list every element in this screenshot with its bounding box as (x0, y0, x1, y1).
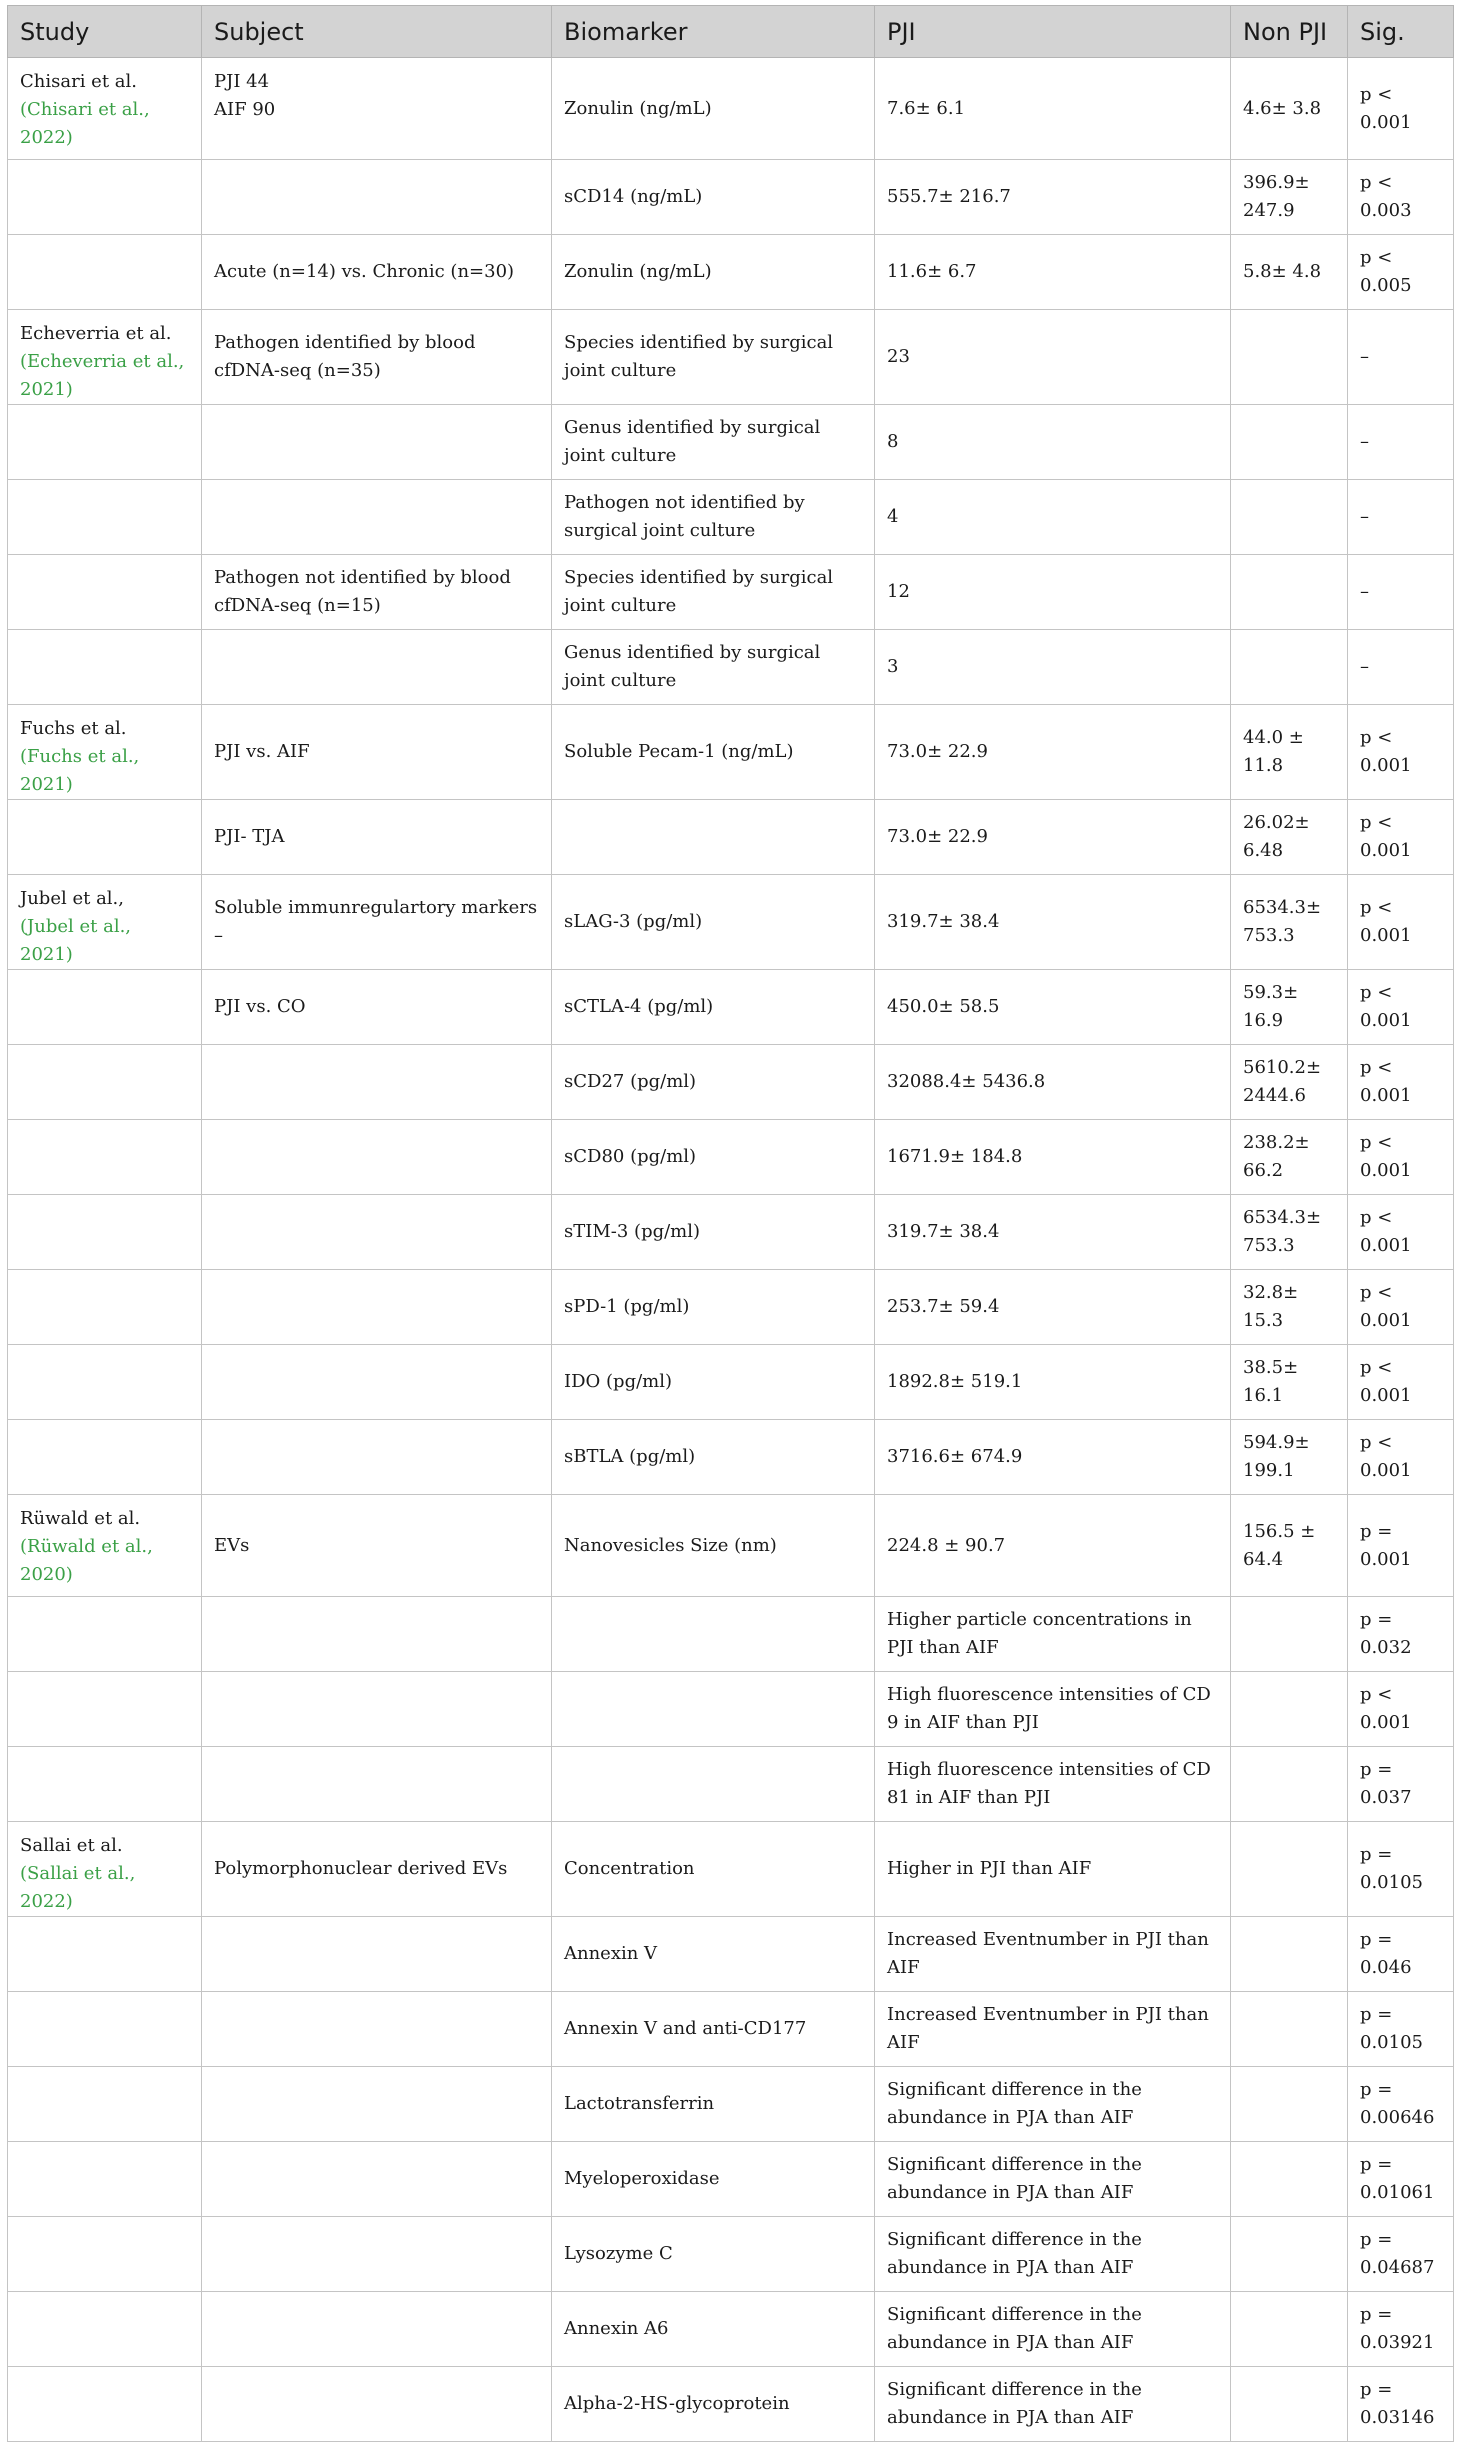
cell-non-pji (1231, 1992, 1348, 2067)
cell-subject (202, 630, 552, 705)
cell-pji: 450.0± 58.5 (875, 970, 1231, 1045)
cell-study (8, 310, 202, 405)
cell-non-pji: 396.9± 247.9 (1231, 160, 1348, 235)
cell-non-pji: 32.8± 15.3 (1231, 1270, 1348, 1345)
header-pji: PJI (875, 6, 1231, 58)
cell-pji: 12 (875, 555, 1231, 630)
cell-study (8, 1420, 202, 1495)
cell-sig: p < 0.003 (1348, 160, 1454, 235)
cell-subject: Pathogen not identified by blood cfDNA-seq (n=15) (202, 555, 552, 630)
cell-study (8, 800, 202, 875)
cell-sig: p < 0.001 (1348, 58, 1454, 160)
cell-subject: Pathogen identified by blood cfDNA-seq (n=35) (202, 310, 552, 405)
cell-pji: 8 (875, 405, 1231, 480)
cell-pji: 319.7± 38.4 (875, 1195, 1231, 1270)
cell-subject (202, 2217, 552, 2292)
cell-subject: EVs (202, 1495, 552, 1597)
cell-study (8, 555, 202, 630)
cell-biomarker (552, 800, 875, 875)
cell-biomarker: Concentration (552, 1822, 875, 1917)
cell-pji: Significant difference in the abundance in PJA than AIF (875, 2367, 1231, 2442)
cell-study (8, 630, 202, 705)
table-row (8, 2367, 1454, 2442)
cell-pji: 7.6± 6.1 (875, 58, 1231, 160)
cell-subject: PJI- TJA (202, 800, 552, 875)
cell-pji: Significant difference in the abundance in PJA than AIF (875, 2292, 1231, 2367)
cell-biomarker: Soluble Pecam-1 (ng/mL) (552, 705, 875, 800)
cell-non-pji: 4.6± 3.8 (1231, 58, 1348, 160)
header-biomarker: Biomarker (552, 6, 875, 58)
cell-biomarker: Annexin V (552, 1917, 875, 1992)
cell-biomarker (552, 1672, 875, 1747)
cell-subject (202, 1045, 552, 1120)
cell-sig: – (1348, 405, 1454, 480)
cell-study (8, 1195, 202, 1270)
cell-pji: Higher in PJI than AIF (875, 1822, 1231, 1917)
cell-biomarker: Lysozyme C (552, 2217, 875, 2292)
cell-biomarker: Zonulin (ng/mL) (552, 58, 875, 160)
cell-sig: p < 0.001 (1348, 1270, 1454, 1345)
cell-non-pji: 238.2± 66.2 (1231, 1120, 1348, 1195)
cell-subject (202, 1420, 552, 1495)
cell-sig: p < 0.001 (1348, 1672, 1454, 1747)
cell-study (8, 875, 202, 970)
cell-non-pji (1231, 2292, 1348, 2367)
study-name: Fuchs et al. (20, 718, 127, 739)
cell-sig: p = 0.00646 (1348, 2067, 1454, 2142)
cell-biomarker: Lactotransferrin (552, 2067, 875, 2142)
table-row (8, 875, 1454, 970)
cell-biomarker: sPD-1 (pg/ml) (552, 1270, 875, 1345)
cell-sig: p < 0.001 (1348, 1120, 1454, 1195)
cell-sig: p = 0.03146 (1348, 2367, 1454, 2442)
cell-study (8, 705, 202, 800)
cell-pji: 253.7± 59.4 (875, 1270, 1231, 1345)
cell-biomarker (552, 1747, 875, 1822)
cell-sig: – (1348, 555, 1454, 630)
cell-subject (202, 2142, 552, 2217)
table-row (8, 480, 1454, 555)
cell-pji: 32088.4± 5436.8 (875, 1045, 1231, 1120)
cell-biomarker (552, 1597, 875, 1672)
study-name: Sallai et al. (20, 1835, 123, 1856)
cell-pji: Significant difference in the abundance in PJA than AIF (875, 2217, 1231, 2292)
cell-biomarker: Genus identified by surgical joint culture (552, 630, 875, 705)
cell-sig: p = 0.037 (1348, 1747, 1454, 1822)
header-row (8, 6, 1454, 58)
study-citation-link[interactable]: (Fuchs et al., 2021) (20, 746, 140, 795)
cell-sig: p = 0.001 (1348, 1495, 1454, 1597)
cell-non-pji (1231, 630, 1348, 705)
cell-sig: p = 0.046 (1348, 1917, 1454, 1992)
cell-subject (202, 58, 552, 160)
header-subject: Subject (202, 6, 552, 58)
cell-subject (202, 1195, 552, 1270)
cell-non-pji (1231, 1822, 1348, 1917)
cell-subject: Soluble immunregulartory markers – (202, 875, 552, 970)
study-name: Chisari et al. (20, 71, 137, 92)
table-row (8, 1495, 1454, 1597)
cell-study (8, 1120, 202, 1195)
cell-non-pji (1231, 1672, 1348, 1747)
cell-non-pji: 26.02± 6.48 (1231, 800, 1348, 875)
cell-study (8, 1672, 202, 1747)
cell-pji: 73.0± 22.9 (875, 705, 1231, 800)
cell-study (8, 1495, 202, 1597)
cell-pji: 3716.6± 674.9 (875, 1420, 1231, 1495)
cell-biomarker: sCD27 (pg/ml) (552, 1045, 875, 1120)
cell-subject (202, 2067, 552, 2142)
cell-biomarker: sCD14 (ng/mL) (552, 160, 875, 235)
cell-non-pji (1231, 480, 1348, 555)
table-row (8, 160, 1454, 235)
cell-study (8, 1270, 202, 1345)
cell-biomarker: Species identified by surgical joint culture (552, 310, 875, 405)
cell-sig: p < 0.001 (1348, 1345, 1454, 1420)
table-row (8, 2292, 1454, 2367)
cell-sig: p < 0.001 (1348, 1420, 1454, 1495)
cell-study (8, 2142, 202, 2217)
cell-non-pji: 5.8± 4.8 (1231, 235, 1348, 310)
cell-subject: Polymorphonuclear derived EVs (202, 1822, 552, 1917)
cell-non-pji (1231, 1597, 1348, 1672)
study-citation-link[interactable]: (Echeverria et al., 2021) (20, 351, 185, 400)
table-row (8, 630, 1454, 705)
cell-biomarker: sCTLA-4 (pg/ml) (552, 970, 875, 1045)
cell-pji: High fluorescence intensities of CD 81 in AIF than PJI (875, 1747, 1231, 1822)
table-row (8, 1597, 1454, 1672)
cell-pji: Increased Eventnumber in PJI than AIF (875, 1992, 1231, 2067)
cell-sig: p = 0.0105 (1348, 1992, 1454, 2067)
table-row (8, 2067, 1454, 2142)
table-row (8, 1822, 1454, 1917)
cell-sig: p = 0.03921 (1348, 2292, 1454, 2367)
cell-biomarker: Myeloperoxidase (552, 2142, 875, 2217)
cell-study (8, 1747, 202, 1822)
cell-biomarker: sBTLA (pg/ml) (552, 1420, 875, 1495)
cell-sig: p < 0.005 (1348, 235, 1454, 310)
cell-sig: p = 0.032 (1348, 1597, 1454, 1672)
table-row (8, 800, 1454, 875)
cell-study (8, 160, 202, 235)
cell-sig: – (1348, 310, 1454, 405)
cell-sig: p < 0.001 (1348, 1195, 1454, 1270)
cell-pji: Higher particle concentrations in PJI than AIF (875, 1597, 1231, 1672)
cell-study (8, 1917, 202, 1992)
cell-study (8, 1992, 202, 2067)
cell-pji: 23 (875, 310, 1231, 405)
cell-sig: p < 0.001 (1348, 970, 1454, 1045)
cell-study (8, 2067, 202, 2142)
cell-non-pji: 156.5 ± 64.4 (1231, 1495, 1348, 1597)
cell-sig: p < 0.001 (1348, 705, 1454, 800)
cell-study (8, 235, 202, 310)
study-name: Echeverria et al. (20, 323, 172, 344)
table-row (8, 1345, 1454, 1420)
table-row (8, 310, 1454, 405)
cell-non-pji (1231, 310, 1348, 405)
cell-sig: p < 0.001 (1348, 875, 1454, 970)
subject-line: AIF 90 (214, 99, 276, 120)
cell-subject: Acute (n=14) vs. Chronic (n=30) (202, 235, 552, 310)
table-row (8, 555, 1454, 630)
cell-subject (202, 1270, 552, 1345)
cell-study (8, 1822, 202, 1917)
cell-biomarker: Species identified by surgical joint culture (552, 555, 875, 630)
cell-non-pji (1231, 1747, 1348, 1822)
cell-non-pji (1231, 2142, 1348, 2217)
cell-subject (202, 1597, 552, 1672)
cell-pji: Significant difference in the abundance in PJA than AIF (875, 2067, 1231, 2142)
cell-subject (202, 1345, 552, 1420)
cell-biomarker: Annexin V and anti-CD177 (552, 1992, 875, 2067)
cell-pji: High fluorescence intensities of CD 9 in AIF than PJI (875, 1672, 1231, 1747)
cell-subject (202, 405, 552, 480)
cell-subject (202, 1747, 552, 1822)
study-name: Rüwald et al. (20, 1508, 141, 1529)
cell-pji: 73.0± 22.9 (875, 800, 1231, 875)
cell-subject (202, 2292, 552, 2367)
cell-non-pji: 59.3± 16.9 (1231, 970, 1348, 1045)
cell-sig: p < 0.001 (1348, 800, 1454, 875)
cell-study (8, 58, 202, 160)
cell-study (8, 970, 202, 1045)
cell-sig: – (1348, 630, 1454, 705)
cell-subject (202, 480, 552, 555)
header-sig: Sig. (1348, 6, 1454, 58)
study-citation-link[interactable]: (Sallai et al., 2022) (20, 1863, 136, 1912)
cell-biomarker: Zonulin (ng/mL) (552, 235, 875, 310)
cell-subject (202, 1917, 552, 1992)
cell-non-pji (1231, 2217, 1348, 2292)
cell-study (8, 1045, 202, 1120)
table-row (8, 1747, 1454, 1822)
cell-subject (202, 1120, 552, 1195)
subject-line: PJI 44 (214, 71, 270, 92)
cell-pji: Increased Eventnumber in PJI than AIF (875, 1917, 1231, 1992)
cell-biomarker: sTIM-3 (pg/ml) (552, 1195, 875, 1270)
table-row (8, 1120, 1454, 1195)
table-row (8, 2217, 1454, 2292)
table-row (8, 705, 1454, 800)
cell-non-pji (1231, 405, 1348, 480)
cell-non-pji: 5610.2± 2444.6 (1231, 1045, 1348, 1120)
header-study: Study (8, 6, 202, 58)
study-citation-link[interactable]: (Rüwald et al., 2020) (20, 1536, 153, 1585)
cell-subject (202, 160, 552, 235)
cell-sig: – (1348, 480, 1454, 555)
cell-subject (202, 1672, 552, 1747)
cell-non-pji (1231, 1917, 1348, 1992)
cell-pji: Significant difference in the abundance in PJA than AIF (875, 2142, 1231, 2217)
cell-subject (202, 1992, 552, 2067)
cell-pji: 3 (875, 630, 1231, 705)
biomarker-table (7, 5, 1454, 2442)
study-citation-link[interactable]: (Jubel et al., 2021) (20, 916, 132, 965)
table-row (8, 58, 1454, 160)
cell-pji: 1892.8± 519.1 (875, 1345, 1231, 1420)
cell-non-pji (1231, 2367, 1348, 2442)
table-row (8, 1992, 1454, 2067)
cell-pji: 4 (875, 480, 1231, 555)
table-row (8, 1195, 1454, 1270)
table-row (8, 2142, 1454, 2217)
cell-non-pji (1231, 555, 1348, 630)
table-row (8, 1917, 1454, 1992)
cell-study (8, 2292, 202, 2367)
cell-biomarker: Pathogen not identified by surgical joint culture (552, 480, 875, 555)
cell-non-pji (1231, 2067, 1348, 2142)
cell-pji: 555.7± 216.7 (875, 160, 1231, 235)
header-non-pji: Non PJI (1231, 6, 1348, 58)
table-row (8, 405, 1454, 480)
cell-pji: 1671.9± 184.8 (875, 1120, 1231, 1195)
cell-subject: PJI vs. AIF (202, 705, 552, 800)
table-row (8, 970, 1454, 1045)
cell-subject: PJI vs. CO (202, 970, 552, 1045)
cell-study (8, 480, 202, 555)
cell-study (8, 1597, 202, 1672)
cell-study (8, 1345, 202, 1420)
cell-study (8, 405, 202, 480)
cell-sig: p = 0.01061 (1348, 2142, 1454, 2217)
cell-pji: 224.8 ± 90.7 (875, 1495, 1231, 1597)
table-row (8, 1270, 1454, 1345)
table-row (8, 1045, 1454, 1120)
cell-non-pji: 6534.3± 753.3 (1231, 1195, 1348, 1270)
cell-non-pji: 6534.3± 753.3 (1231, 875, 1348, 970)
cell-non-pji: 44.0 ± 11.8 (1231, 705, 1348, 800)
cell-biomarker: sLAG-3 (pg/ml) (552, 875, 875, 970)
study-citation-link[interactable]: (Chisari et al., 2022) (20, 99, 150, 148)
study-name: Jubel et al., (20, 888, 125, 909)
cell-study (8, 2367, 202, 2442)
cell-biomarker: Nanovesicles Size (nm) (552, 1495, 875, 1597)
cell-study (8, 2217, 202, 2292)
table-row (8, 1672, 1454, 1747)
table-row (8, 235, 1454, 310)
cell-sig: p = 0.04687 (1348, 2217, 1454, 2292)
cell-biomarker: Genus identified by surgical joint culture (552, 405, 875, 480)
cell-biomarker: Alpha-2-HS-glycoprotein (552, 2367, 875, 2442)
table-row (8, 1420, 1454, 1495)
cell-biomarker: IDO (pg/ml) (552, 1345, 875, 1420)
cell-sig: p = 0.0105 (1348, 1822, 1454, 1917)
cell-sig: p < 0.001 (1348, 1045, 1454, 1120)
cell-pji: 319.7± 38.4 (875, 875, 1231, 970)
table-container (7, 5, 1454, 2442)
cell-subject (202, 2367, 552, 2442)
cell-non-pji: 594.9± 199.1 (1231, 1420, 1348, 1495)
cell-biomarker: sCD80 (pg/ml) (552, 1120, 875, 1195)
cell-pji: 11.6± 6.7 (875, 235, 1231, 310)
cell-non-pji: 38.5± 16.1 (1231, 1345, 1348, 1420)
cell-biomarker: Annexin A6 (552, 2292, 875, 2367)
